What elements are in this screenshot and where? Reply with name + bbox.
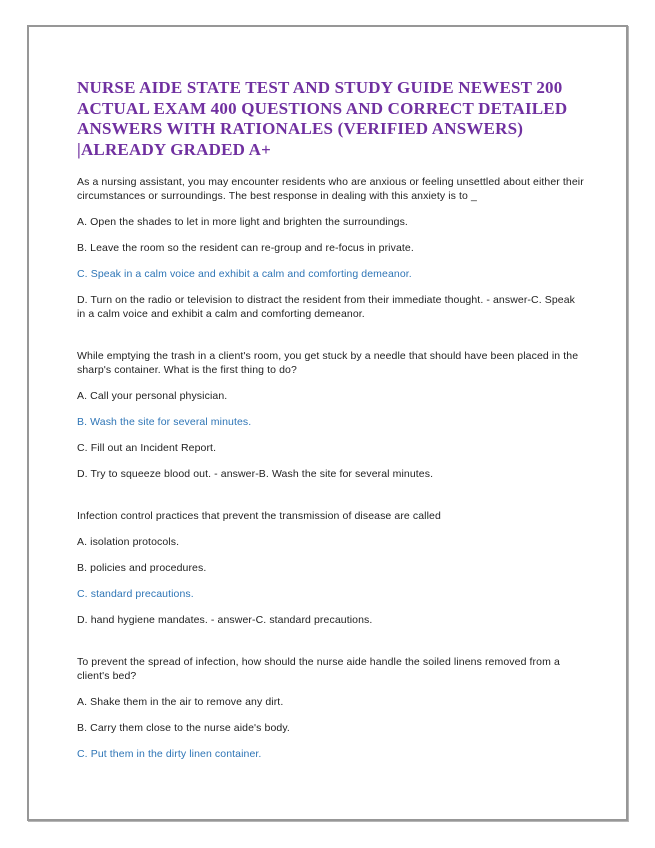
option-c: C. Put them in the dirty linen container. [77,748,262,760]
question-text: Infection control practices that prevent the transmission of disease are called [77,510,441,522]
question-block-2 [77,349,586,481]
option-a: A. Shake them in the air to remove any dirt. [77,696,284,708]
document-page [27,25,628,821]
question-block-3 [77,509,586,627]
option-c: C. standard precautions. [77,588,194,600]
option-d: D. hand hygiene mandates. - answer-C. standard precautions. [77,614,373,626]
option-d: D. Try to squeeze blood out. - answer-B. Wash the site for several minutes. [77,468,434,480]
option-d: D. Turn on the radio or television to distract the resident from their immediate thought. - answer-C. Speak in a calm voice and exhibit a calm and comforting demeanor. [77,294,576,320]
option-a: A. isolation protocols. [77,536,180,548]
option-b: B. policies and procedures. [77,562,207,574]
title-line-3: ANSWERS WITH RATIONALES (VERIFIED ANSWERS) [77,119,524,138]
document-content [29,27,626,761]
question-text: To prevent the spread of infection, how should the nurse aide handle the soiled linens removed from a client's bed? [77,656,560,682]
option-b: B. Carry them close to the nurse aide's body. [77,722,290,734]
option-a: A. Call your personal physician. [77,390,228,402]
question-text: As a nursing assistant, you may encounter residents who are anxious or feeling unsettled about either their circumstances or surroundings. The best response in dealing with this anxiety is to _ [77,176,584,202]
question-block-4 [77,655,586,761]
title-line-1: NURSE AIDE STATE TEST AND STUDY GUIDE NEWEST 200 [77,78,563,97]
document-title [77,78,586,160]
question-block-1 [77,175,586,321]
title-line-4: |ALREADY GRADED A+ [77,139,271,159]
option-b: B. Wash the site for several minutes. [77,416,252,428]
option-b: B. Leave the room so the resident can re-group and re-focus in private. [77,242,414,254]
option-c: C. Speak in a calm voice and exhibit a calm and comforting demeanor. [77,268,412,280]
question-text: While emptying the trash in a client's room, you get stuck by a needle that should have been placed in the sharp's container. What is the first thing to do? [77,350,579,376]
option-a: A. Open the shades to let in more light and brighten the surroundings. [77,216,408,228]
option-c: C. Fill out an Incident Report. [77,442,217,454]
title-line-2: ACTUAL EXAM 400 QUESTIONS AND CORRECT DETAILED [77,98,568,118]
